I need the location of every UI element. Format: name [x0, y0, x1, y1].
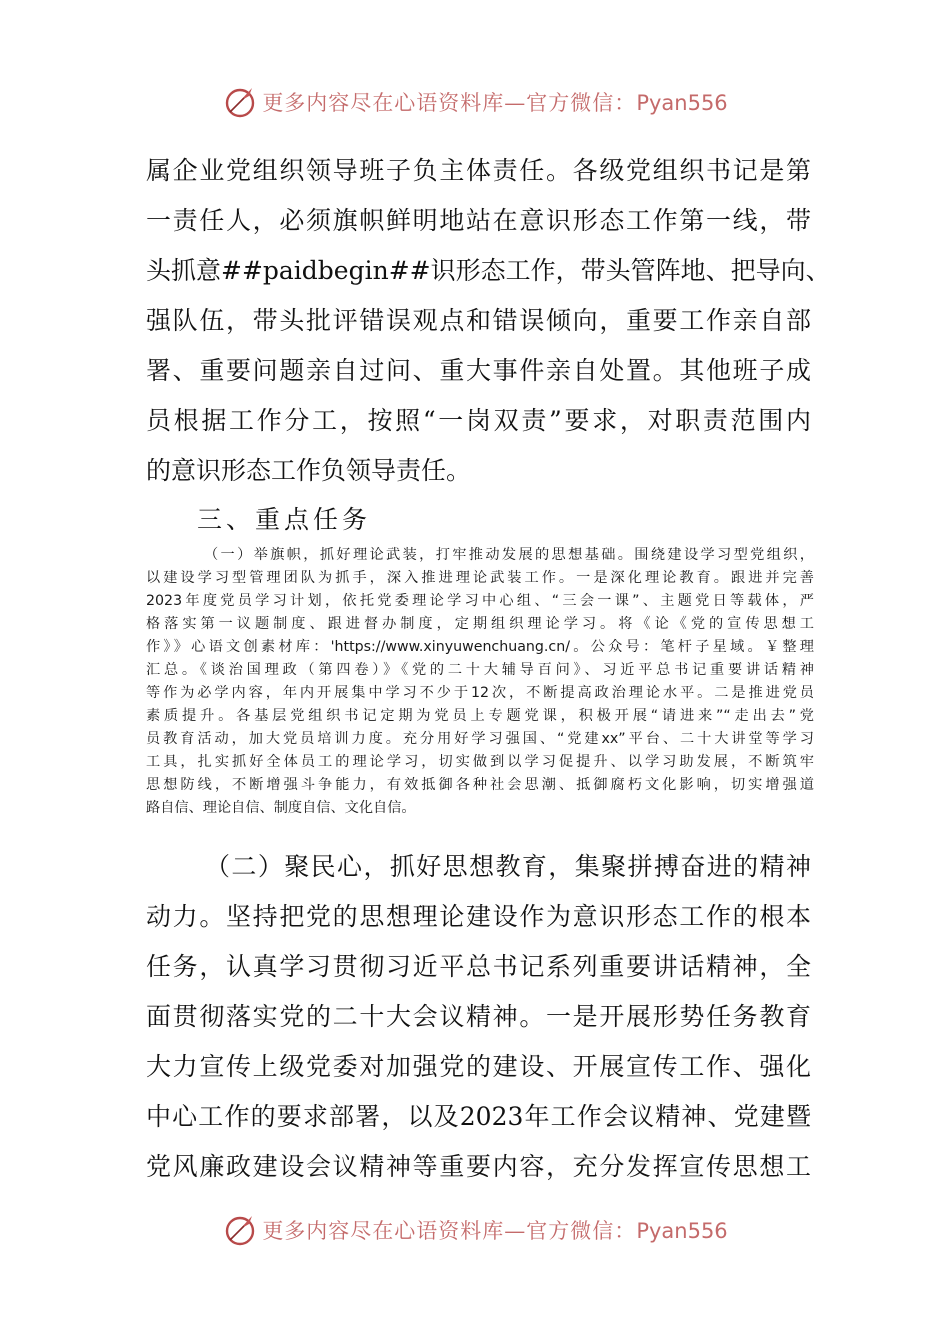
body-line: 动力。坚持把党的思想理论建设作为意识形态工作的根本 — [146, 902, 811, 931]
quill-pen-circle-icon — [222, 1212, 258, 1248]
section-heading: 三、重点任务 — [197, 505, 372, 534]
small-line: （一）举旗帜，抓好理论武装，打牢推动发展的思想基础。围绕建设学习型党组织， — [204, 547, 814, 563]
body-line: 属企业党组织领导班子负主体责任。各级党组织书记是第 — [146, 156, 811, 185]
small-line: 汇总。《谈治国理政（第四卷）》《党的二十大辅导百问》、习近平总书记重要讲话精神 — [146, 662, 814, 678]
small-line: 工具，扎实抓好全体员工的理论学习，切实做到以学习促提升、以学习助发展，不断筑牢 — [146, 754, 814, 770]
small-line: 员教育活动，加大党员培训力度。充分用好学习强国、“党建xx”平台、二十大讲堂等学习 — [146, 731, 814, 747]
body-line: 的意识形态工作负领导责任。 — [146, 456, 472, 485]
quill-pen-circle-icon — [222, 84, 258, 120]
header-banner — [0, 82, 950, 122]
body-line: 头抓意##paidbegin##识形态工作，带头管阵地、把导向、 — [146, 256, 831, 285]
body-line: 员根据工作分工，按照“一岗双责”要求，对职责范围内 — [146, 406, 811, 435]
body-line: 党风廉政建设会议精神等重要内容，充分发挥宣传思想工 — [146, 1152, 811, 1181]
small-line: 以建设学习型管理团队为抓手，深入推进理论武装工作。一是深化理论教育。跟进并完善 — [146, 570, 814, 586]
body-line: 一责任人，必须旗帜鲜明地站在意识形态工作第一线，带 — [146, 206, 811, 235]
small-line: 等作为必学内容，年内开展集中学习不少于12次，不断提高政治理论水平。二是推进党员 — [146, 685, 814, 701]
body-line: 署、重要问题亲自过问、重大事件亲自处置。其他班子成 — [146, 356, 811, 385]
small-line: 素质提升。各基层党组织书记定期为党员上专题党课，积极开展“请进来”“走出去”党 — [146, 708, 814, 724]
small-line: 路自信、理论自信、制度自信、文化自信。 — [146, 800, 416, 816]
small-line: 思想防线，不断增强斗争能力，有效抵御各种社会思潮、抵御腐朽文化影响，切实增强道 — [146, 777, 814, 793]
footer-banner — [0, 1210, 950, 1250]
small-line: 格落实第一议题制度、跟进督办制度，定期组织理论学习。将《论《党的宣传思想工 — [146, 616, 814, 632]
wechat-id: Pyan556 — [636, 1219, 728, 1243]
body-line: 中心工作的要求部署，以及2023年工作会议精神、党建暨 — [146, 1102, 811, 1131]
small-line: 作》》心语文创素材库：'https://www.xinyuwenchuang.cn/。公众号：笔杆子星域。￥整理 — [146, 639, 814, 655]
body-line: （二）聚民心，抓好思想教育，集聚拼搏奋进的精神 — [205, 852, 811, 881]
wechat-id: Pyan556 — [636, 91, 728, 115]
body-line: 面贯彻落实党的二十大会议精神。一是开展形势任务教育 — [146, 1002, 811, 1031]
body-line: 大力宣传上级党委对加强党的建设、开展宣传工作、强化 — [146, 1052, 811, 1081]
body-line: 强队伍，带头批评错误观点和错误倾向，重要工作亲自部 — [146, 306, 811, 335]
banner-text: 更多内容尽在心语资料库—官方微信：Pyan556 — [262, 1219, 728, 1243]
small-line: 2023年度党员学习计划，依托党委理论学习中心组、“三会一课”、主题党日等载体，严 — [146, 593, 814, 609]
banner-text: 更多内容尽在心语资料库—官方微信：Pyan556 — [262, 91, 728, 115]
body-line: 任务，认真学习贯彻习近平总书记系列重要讲话精神，全 — [146, 952, 811, 981]
